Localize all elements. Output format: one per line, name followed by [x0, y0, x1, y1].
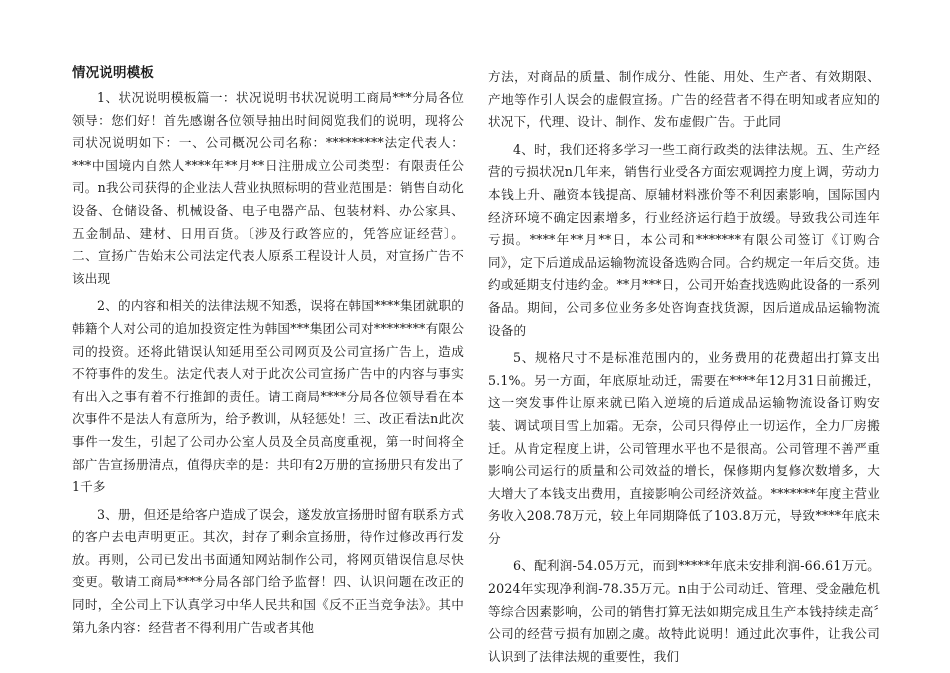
- paragraph-4: 4、时，我们还将多学习一些工商行政类的法律法规。五、生产经营的亏损状况n几年来，销售行业受各方面宏观调控力度上调，劳动力本钱上升、融资本钱提高、原辅材料涨价等不利因素影响，国际国内经济环境不确定因素增多，行业经济运行趋于放缓。导致我公司连年亏损。****年**月**日，本公司和*******有限公司签订《订购合同》，定下后道成品运输物流设备选购合同。合约规定一年后交货。违约或延期支付违约金。**月***日，公司开始查找选购此设备的一系列备品。期间，公司多位业务多处咨询查找货源，因后道成品运输物流设备的: [488, 141, 880, 338]
- paragraph-1: 1、状况说明模板篇一：状况说明书状况说明工商局***分局各位领导：您们好！首先感谢各位领导抽出时间阅览我们的说明，现将公司状况说明如下：一、公司概况公司名称：*********法定代表人：***中国境内自然人****年**月**日注册成立公司类型：有限责任公司。n我公司获得的企业法人营业执照标明的营业范围是：销售自动化设备、仓储设备、机械设备、电子电器产品、包装材料、办公家具、五金制品、建材、日用百货。〔涉及行政答应的，凭答应证经营〕。二、宣扬广告始末公司法定代表人原系工程设计人员，对宣扬广告不该出现: [72, 90, 464, 286]
- paragraph-5: 5、规格尺寸不是标准范围内的，业务费用的花费超出打算支出5.1%。另一方面，年底原址动迁，需要在****年12月31日前搬迁，这一突发事件让原来就已陷入逆境的后道成品运输物流设备订购安装、调试项目雪上加霜。无奈，公司只得停止一切运作，全力厂房搬迁。从肯定程度上讲，公司管理水平也不是很高。公司管理不善严重影响公司运行的质量和公司效益的增长，保修期内复修次数增多，大大增大了本钱支出费用，直接影响公司经济效益。*******年度主营业务收入208.78万元，较上年同期降低了103.8万元，导致****年底未分: [488, 350, 880, 546]
- left-column: [72, 62, 464, 644]
- paragraph-2: 2、的内容和相关的法律法规不知悉，误将在韩国****集团就职的韩籍个人对公司的追加投资定性为韩国***集团公司对********有限公司的投资。还将此错误认知延用至公司网页及公司宣扬广告上，造成不符事件的发生。法定代表人对于此次公司宣扬广告中的内容与事实有出入之事有着不行推卸的责任。请工商局****分局各位领导看在本次事件不是法人有意所为，给予教训，从轻惩处！三、改正看法n此次事件一发生，引起了公司办公室人员及全员高度重视，第一时间将全部广告宣扬册清点，值得庆幸的是：共印有2万册的宣扬册只有发出了1千多: [72, 298, 464, 495]
- right-column: [488, 66, 880, 673]
- document-title: 情况说明模板: [72, 65, 154, 81]
- paragraph-3-continued: 方法，对商品的质量、制作成分、性能、用处、生产者、有效期限、产地等作引人误会的虚假宣扬。广告的经营者不得在明知或者应知的状况下，代理、设计、制作、发布虚假广告。于此同: [488, 69, 880, 130]
- paragraph-6: 6、配利润-54.05万元，而到*****年底未安排利润-66.61万元。2024年实现净利润-78.35万元。n由于公司动迁、管理、受金融危机等综合因素影响，公司的销售打算无法如期完成且生产本钱持续走高〞公司的经营亏损有加剧之虞。故特此说明！通过此次事件，让我公司认识到了法律法规的重要性，我们: [488, 558, 880, 664]
- paragraph-3: 3、册，但还是给客户造成了误会，遂发放宣扬册时留有联系方式的客户去电声明更正。其次，封存了剩余宣扬册，待作过修改再行发放。再则，公司已发出书面通知网站制作公司，将网页错误信息尽快变更。敬请工商局****分局各部门给予监督！四、认识问题在改正的同时，全公司上下认真学习中华人民共和国《反不正当竞争法》。其中第九条内容：经营者不得利用广告或者其他: [72, 506, 464, 635]
